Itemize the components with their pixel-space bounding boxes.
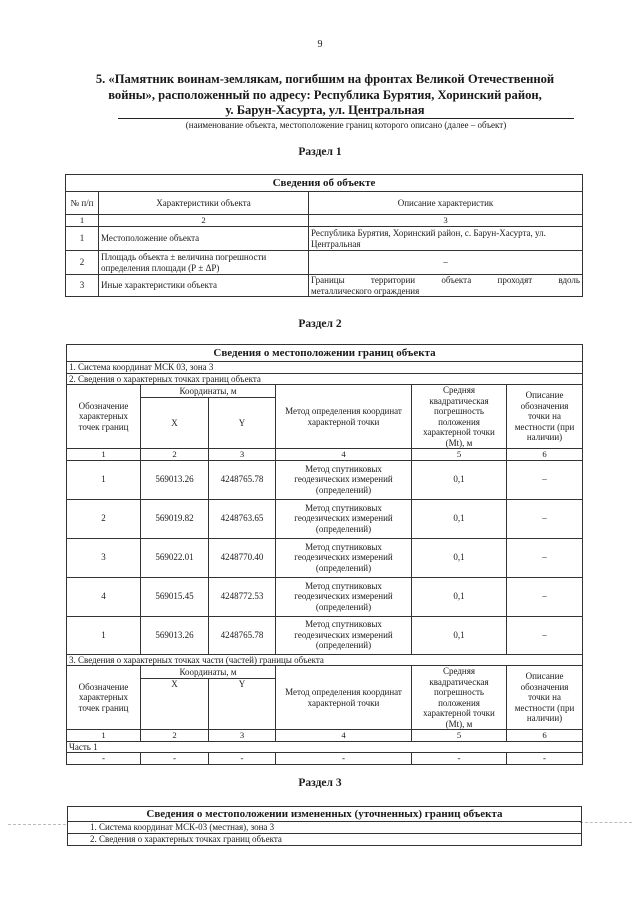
part-label: Часть 1 [67, 741, 583, 753]
method: Метод спутниковых геодезических измерений (определений) [276, 499, 412, 538]
heading-line-1: 5. «Памятник воинам-землякам, погибшим на фронтах Великой Отечественной [95, 72, 555, 86]
col-header-coordinates: Координаты, м [141, 385, 276, 398]
point-description: – [507, 499, 583, 538]
table-row [66, 251, 583, 275]
coord-y: 4248765.78 [209, 460, 276, 499]
col-header-description: Описание характеристик [309, 192, 583, 215]
row-description: – [309, 251, 583, 275]
part-cell: - [141, 753, 209, 765]
heading-line-2: войны», расположенный по адресу: Республика Бурятия, Хоринский район, [108, 87, 542, 102]
row-description-line-2: металлического ограждения [311, 285, 420, 296]
col-number-cell: 1 [66, 215, 99, 227]
error-value: 0,1 [412, 460, 507, 499]
coord-x: 569015.45 [141, 577, 209, 616]
col-header-method: Метод определения координат характерной точки [276, 385, 412, 449]
heading-note: (наименование объекта, местоположение границ которого описано (далее – объект) [185, 120, 507, 130]
part-col-number-cell: 4 [276, 730, 412, 742]
point-id: 4 [67, 577, 141, 616]
part-col-number-cell: 6 [507, 730, 583, 742]
col-number-cell: 1 [67, 449, 141, 461]
col-header-x: X [141, 398, 209, 449]
coord-x: 569013.26 [141, 616, 209, 654]
table-row [67, 460, 583, 499]
part-cell: - [276, 753, 412, 765]
col-number-cell: 6 [507, 449, 583, 461]
points-info-line: 2. Сведения о характерных точках границ объекта [67, 373, 583, 385]
row-number: 3 [66, 275, 99, 297]
table-row [67, 616, 583, 654]
part-cell: - [209, 753, 276, 765]
point-id: 2 [67, 499, 141, 538]
col-number-cell: 2 [141, 449, 209, 461]
point-id: 1 [67, 616, 141, 654]
part-col-header-method: Метод определения координат характерной точки [276, 666, 412, 730]
section-3-title: Раздел 3 [298, 777, 342, 789]
error-value: 0,1 [412, 538, 507, 577]
col-header-point: Обозначение характерных точек границ [67, 385, 141, 449]
row-characteristic: Местоположение объекта [99, 227, 309, 251]
col-number-cell: 2 [99, 215, 309, 227]
col-header-point-description: Описание обозначения точки на местности (при наличии) [507, 385, 583, 449]
part-col-header-coordinates: Координаты, м [141, 666, 276, 679]
coord-x: 569013.26 [141, 460, 209, 499]
row-characteristic: Иные характеристики объекта [99, 275, 309, 297]
part-col-header-point: Обозначение характерных точек границ [67, 666, 141, 730]
col-header-characteristics: Характеристики объекта [99, 192, 309, 215]
part-col-header-error: Средняя квадратическая погрешность положения характерной точки (Mt), м [412, 666, 507, 730]
method: Метод спутниковых геодезических измерений (определений) [276, 616, 412, 654]
method: Метод спутниковых геодезических измерений (определений) [276, 460, 412, 499]
row-characteristic: Площадь объекта ± величина погрешности определения площади (Р ± ΔР) [99, 251, 309, 275]
coordinate-system-line: 1. Система координат МСК 03, зона 3 [67, 362, 583, 374]
object-info-table [65, 174, 583, 297]
error-value: 0,1 [412, 616, 507, 654]
row-description [309, 275, 583, 297]
table-row [67, 499, 583, 538]
table-row [67, 538, 583, 577]
coord-y: 4248763.65 [209, 499, 276, 538]
part-cell: - [412, 753, 507, 765]
col-header-error: Средняя квадратическая погрешность положения характерной точки (Mt), м [412, 385, 507, 449]
scan-artifact-right [580, 822, 632, 823]
col-number-cell: 4 [276, 449, 412, 461]
part-points-line: 3. Сведения о характерных точках части (частей) границы объекта [67, 654, 583, 666]
part-col-header-y: Y [209, 678, 276, 729]
coord-x: 569019.82 [141, 499, 209, 538]
coord-y: 4248770.40 [209, 538, 276, 577]
col-header-y: Y [209, 398, 276, 449]
table-row [67, 577, 583, 616]
row-number: 1 [66, 227, 99, 251]
part-col-number-cell: 2 [141, 730, 209, 742]
error-value: 0,1 [412, 499, 507, 538]
changed-boundaries-table [67, 806, 582, 846]
part-col-header-x: X [141, 678, 209, 729]
table-row [66, 227, 583, 251]
col-header-number: № п/п [66, 192, 99, 215]
error-value: 0,1 [412, 577, 507, 616]
part-col-number-cell: 5 [412, 730, 507, 742]
coord-y: 4248772.53 [209, 577, 276, 616]
page-number: 9 [317, 39, 323, 50]
col-number-cell: 3 [209, 449, 276, 461]
boundary-table [66, 344, 583, 765]
coordinate-system-line-local: 1. Система координат МСК-03 (местная), зона 3 [68, 822, 582, 834]
point-description: – [507, 616, 583, 654]
coord-x: 569022.01 [141, 538, 209, 577]
part-cell: - [67, 753, 141, 765]
changed-boundaries-title: Сведения о местоположении измененных (уточненных) границ объекта [68, 807, 582, 822]
part-cell: - [507, 753, 583, 765]
point-description: – [507, 460, 583, 499]
section-1-title: Раздел 1 [298, 146, 342, 158]
col-number-cell: 3 [309, 215, 583, 227]
part-col-number-cell: 1 [67, 730, 141, 742]
part-col-header-point-description: Описание обозначения точки на местности (при наличии) [507, 666, 583, 730]
point-description: – [507, 538, 583, 577]
heading-line-3: у. Барун-Хасурта, ул. Центральная [225, 103, 425, 117]
object-heading [70, 72, 580, 119]
table-row [67, 753, 583, 765]
col-number-cell: 5 [412, 449, 507, 461]
section-2-title: Раздел 2 [298, 318, 342, 330]
part-col-number-cell: 3 [209, 730, 276, 742]
scan-artifact-left [8, 824, 66, 825]
table-row [66, 275, 583, 297]
row-number: 2 [66, 251, 99, 275]
method: Метод спутниковых геодезических измерений (определений) [276, 538, 412, 577]
method: Метод спутниковых геодезических измерений (определений) [276, 577, 412, 616]
row-description: Республика Бурятия, Хоринский район, с. Барун-Хасурта, ул. Центральная [309, 227, 583, 251]
point-id: 3 [67, 538, 141, 577]
point-description: – [507, 577, 583, 616]
object-info-table-title: Сведения об объекте [66, 175, 583, 192]
point-id: 1 [67, 460, 141, 499]
row-description-line-1: Границы территории объекта проходят вдоль [311, 275, 581, 285]
heading-underline [118, 118, 574, 119]
boundary-table-title: Сведения о местоположении границ объекта [67, 345, 583, 362]
points-info-line-changed: 2. Сведения о характерных точках границ объекта [68, 834, 582, 846]
coord-y: 4248765.78 [209, 616, 276, 654]
